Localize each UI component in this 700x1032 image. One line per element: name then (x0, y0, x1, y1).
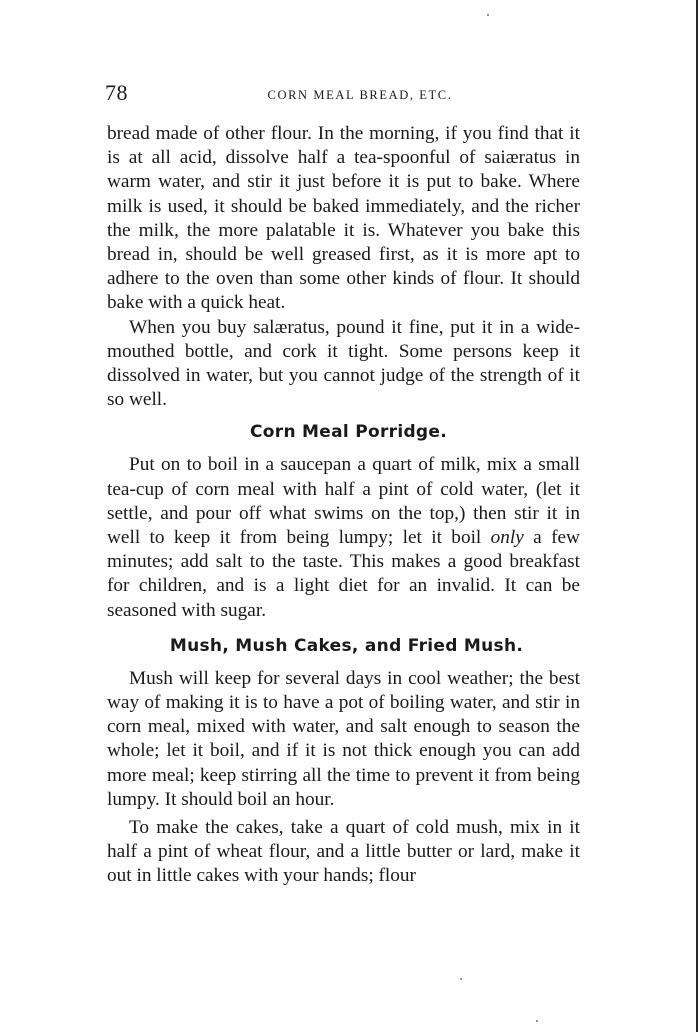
paragraph-bread-continued: bread made of other flour. In the morning, if you find that it is at all acid, dissolve half a tea-spoonful of saiæratus in warm water, and stir it just before it is put to bake. Where milk is used, it should be baked immediately, and the richer the milk, the more palatable it is. Whatever you bake this bread in, should be well greased first, as it is more apt to adhere to the oven than some other kinds of flour. It should bake with a quick heat. (107, 123, 580, 314)
paragraph-saleratus: When you buy salæratus, pound it fine, put it in a wide-mouthed bottle, and cork it tight. Some persons keep it dissolved in water, but you cannot judge of the strength of it so well. (107, 316, 580, 411)
paper-speck (536, 1020, 538, 1022)
paragraph-mush: Mush will keep for several days in cool weather; the best way of making it is to have a pot of boiling water, and stir in corn meal, mixed with water, and salt enough to season the whole; let it boil, and if it is not thick enough you can add more meal; keep stirring all the time to prevent it from being lumpy. It should boil an hour. (107, 667, 580, 810)
paper-speck (487, 14, 489, 16)
porridge-italic-only: only (490, 527, 524, 549)
paragraph-porridge (107, 453, 580, 622)
paper-speck (460, 978, 462, 980)
section-heading-corn-meal-porridge: Corn Meal Porridge. (250, 422, 447, 443)
paragraph-mush-cakes: To make the cakes, take a quart of cold mush, mix in it half a pint of wheat flour, and a little butter or lard, make it out in little cakes with your hands; flour (107, 817, 580, 887)
page-header (105, 80, 583, 108)
section-heading-mush: Mush, Mush Cakes, and Fried Mush. (169, 635, 524, 656)
running-head: CORN MEAL BREAD, ETC. (267, 88, 453, 102)
porridge-text-a: Put on to boil in a saucepan a quart of milk, mix a small tea-cup of corn meal with half a pint of cold water, (let it settle, and pour off what swims on the top,) then stir it in well to keep it from being lumpy; let it boil (107, 454, 580, 549)
page-body (107, 122, 580, 889)
page-edge-shadow (696, 0, 698, 1032)
porridge-text-b: a few minutes; add salt to the taste. This makes a good breakfast for children, and is a light diet for an invalid. It can be seasoned with sugar. (107, 527, 580, 621)
page-number: 78 (105, 80, 128, 105)
